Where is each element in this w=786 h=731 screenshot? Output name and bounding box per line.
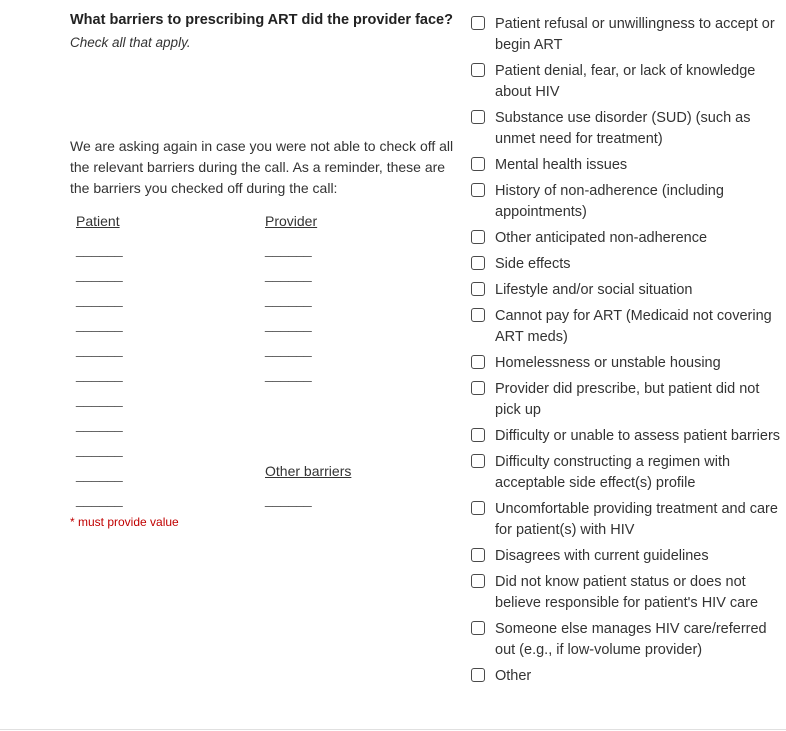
option-label[interactable]: Homelessness or unstable housing <box>495 355 721 371</box>
patient-barrier-blank: ______ <box>76 266 123 282</box>
barrier-option[interactable] <box>471 14 781 56</box>
barrier-option[interactable] <box>471 426 781 447</box>
patient-barrier-blank: ______ <box>76 341 123 357</box>
barrier-option[interactable] <box>471 108 781 150</box>
barrier-option[interactable] <box>471 666 781 687</box>
barrier-option[interactable] <box>471 499 781 541</box>
option-label[interactable]: Cannot pay for ART (Medicaid not covering ART meds) <box>495 308 772 345</box>
patient-barrier-blank: ______ <box>76 416 123 432</box>
checkbox[interactable] <box>471 183 485 197</box>
option-label[interactable]: Mental health issues <box>495 157 628 173</box>
patient-barrier-blank: ______ <box>76 241 123 257</box>
patient-barrier-blank: ______ <box>76 466 123 482</box>
option-label[interactable]: Patient denial, fear, or lack of knowledge about HIV <box>495 63 756 100</box>
barrier-options-list <box>471 14 781 692</box>
option-label[interactable]: Other anticipated non-adherence <box>495 230 708 246</box>
patient-barrier-blank: ______ <box>76 291 123 307</box>
other-barriers-header: Other barriers <box>265 463 352 479</box>
provider-barrier-blank: ______ <box>265 341 312 357</box>
barrier-option[interactable] <box>471 254 781 275</box>
checkbox[interactable] <box>471 308 485 322</box>
checkbox[interactable] <box>471 501 485 515</box>
barrier-option[interactable] <box>471 61 781 103</box>
option-label[interactable]: Substance use disorder (SUD) (such as unmet need for treatment) <box>495 110 751 147</box>
required-message: * must provide value <box>70 515 179 529</box>
checkbox[interactable] <box>471 381 485 395</box>
option-label[interactable]: Patient refusal or unwillingness to accept or begin ART <box>495 16 775 53</box>
patient-barrier-blank: ______ <box>76 366 123 382</box>
option-label[interactable]: Side effects <box>495 256 571 272</box>
patient-barrier-blank: ______ <box>76 441 123 457</box>
checkbox[interactable] <box>471 16 485 30</box>
barrier-option[interactable] <box>471 546 781 567</box>
option-label[interactable]: History of non-adherence (including appointments) <box>495 183 724 220</box>
barrier-option[interactable] <box>471 155 781 176</box>
provider-column-header: Provider <box>265 213 318 229</box>
option-label[interactable]: Other <box>495 668 532 684</box>
barrier-option[interactable] <box>471 353 781 374</box>
patient-barrier-blank: ______ <box>76 391 123 407</box>
checkbox[interactable] <box>471 428 485 442</box>
divider <box>0 729 786 730</box>
patient-barrier-blank: ______ <box>76 316 123 332</box>
provider-barrier-blank: ______ <box>265 266 312 282</box>
checkbox[interactable] <box>471 110 485 124</box>
reminder-note: We are asking again in case you were not able to check off all the relevant barriers during the call. As a reminder, these are the barriers you checked off during the call: <box>70 138 454 196</box>
barrier-option[interactable] <box>471 228 781 249</box>
checkbox[interactable] <box>471 230 485 244</box>
checkbox[interactable] <box>471 668 485 682</box>
question-hint: Check all that apply. <box>70 35 191 50</box>
option-label[interactable]: Lifestyle and/or social situation <box>495 282 693 298</box>
checkbox[interactable] <box>471 355 485 369</box>
provider-barrier-blank: ______ <box>265 291 312 307</box>
barrier-option[interactable] <box>471 452 781 494</box>
other-barrier-blank: ______ <box>265 491 312 507</box>
barrier-option[interactable] <box>471 619 781 661</box>
option-label[interactable]: Uncomfortable providing treatment and care for patient(s) with HIV <box>495 501 778 538</box>
provider-barrier-blank: ______ <box>265 366 312 382</box>
barrier-option[interactable] <box>471 306 781 348</box>
checkbox[interactable] <box>471 454 485 468</box>
barrier-option[interactable] <box>471 181 781 223</box>
patient-barrier-blank: ______ <box>76 491 123 507</box>
option-label[interactable]: Provider did prescribe, but patient did not pick up <box>495 381 760 418</box>
option-label[interactable]: Difficulty or unable to assess patient barriers <box>495 428 781 444</box>
checkbox[interactable] <box>471 256 485 270</box>
barrier-option[interactable] <box>471 572 781 614</box>
option-label[interactable]: Did not know patient status or does not believe responsible for patient's HIV care <box>495 574 759 611</box>
question-title: What barriers to prescribing ART did the provider face? <box>70 12 453 28</box>
barrier-option[interactable] <box>471 379 781 421</box>
checkbox[interactable] <box>471 574 485 588</box>
barrier-option[interactable] <box>471 280 781 301</box>
option-label[interactable]: Difficulty constructing a regimen with acceptable side effect(s) profile <box>495 454 731 491</box>
provider-barrier-blank: ______ <box>265 316 312 332</box>
question-block <box>70 10 455 53</box>
checkbox[interactable] <box>471 621 485 635</box>
checkbox[interactable] <box>471 157 485 171</box>
checkbox[interactable] <box>471 548 485 562</box>
option-label[interactable]: Someone else manages HIV care/referred out (e.g., if low-volume provider) <box>495 621 767 658</box>
checkbox[interactable] <box>471 63 485 77</box>
provider-barrier-blank: ______ <box>265 241 312 257</box>
option-label[interactable]: Disagrees with current guidelines <box>495 548 709 564</box>
patient-column-header: Patient <box>76 213 120 229</box>
checkbox[interactable] <box>471 282 485 296</box>
